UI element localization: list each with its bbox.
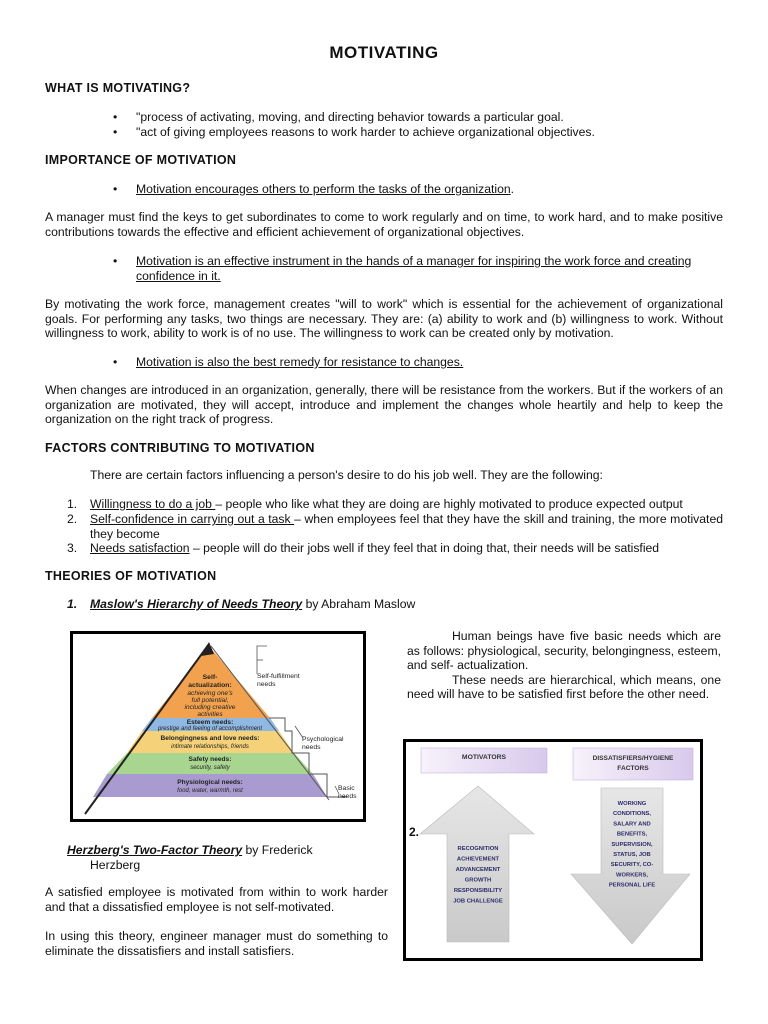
period: .: [510, 182, 515, 196]
item-number: 2.: [67, 512, 78, 526]
side-label: needs: [257, 681, 276, 688]
dissatisfier-item: CONDITIONS,: [612, 811, 652, 818]
item-number: 1.: [67, 497, 78, 511]
bullet-icon: •: [113, 355, 118, 369]
paragraph: By motivating the work force, management creates "will to work" which is essential for the achievement of organizational goals. For performing any tasks, two things are necessary. They are: (a) ability to work and (b) willingness to work. Without willingness to work, ability to work is of no use. The willingness to work can be created only by motivation.: [45, 297, 723, 340]
theory-2-author: by Frederick: [242, 843, 313, 857]
bullet-text: "act of giving employees reasons to work harder to achieve organizational objectives.: [136, 125, 595, 139]
motivators-header: MOTIVATORS: [461, 754, 507, 761]
level-desc: including creative: [184, 704, 236, 711]
dissatisfier-item: BENEFITS,: [616, 831, 648, 838]
motivator-item: ADVANCEMENT: [455, 867, 501, 873]
level-desc: security, safety: [190, 765, 230, 771]
dissatisfiers-header-line-1: DISSATISFIERS/HYGIENE: [592, 755, 674, 762]
motivator-item: RESPONSIBILITY: [453, 888, 503, 894]
dissatisfier-item: PERSONAL LIFE: [608, 882, 656, 889]
up-arrow-icon: [420, 786, 534, 942]
dissatisfier-item: WORKERS,: [616, 872, 648, 879]
theory-1-number: 1.: [67, 597, 78, 611]
herzberg-figure: [403, 739, 703, 961]
herzberg-svg: [406, 742, 700, 958]
paragraph: A manager must find the keys to get subordinates to come to work regularly and on time, to work hard, and to make positive contributions towards the effective and efficient achievement of organizational objectives.: [45, 210, 723, 239]
pyramid-svg: [73, 634, 363, 819]
level-title: Safety needs:: [188, 756, 232, 763]
theory-1-title: Maslow's Hierarchy of Needs Theory: [90, 597, 303, 611]
item-desc: – when employees feel that they have the skill and training, the more motivated they become: [90, 512, 723, 541]
item-term: Willingness to do a job: [90, 497, 216, 511]
theory-2-author-line-2: Herzberg: [90, 858, 141, 872]
level-desc: full potential,: [191, 697, 229, 704]
dissatisfier-item: WORKING: [617, 801, 647, 807]
bullet-icon: •: [113, 125, 118, 139]
side-label: needs: [302, 744, 321, 751]
level-desc: activities: [197, 711, 223, 718]
motivator-item: ACHIEVEMENT: [456, 856, 500, 863]
level-title: Esteem needs:: [186, 719, 234, 726]
level-desc: achieving one's: [187, 690, 233, 697]
maslow-pyramid-figure: [70, 631, 366, 822]
side-label: needs: [338, 793, 357, 800]
theory-1-author: by Abraham Maslow: [302, 597, 416, 611]
page-title: MOTIVATING: [329, 43, 439, 62]
side-label: Basic: [338, 785, 355, 792]
side-label: Psychological: [302, 736, 344, 743]
bullet-text: Motivation encourages others to perform the tasks of the organization: [136, 182, 511, 196]
theory-2-title: Herzberg's Two-Factor Theory: [67, 843, 243, 857]
item-term: Needs satisfaction: [90, 541, 190, 555]
level-title: Belongingness and love needs:: [160, 735, 260, 742]
herzberg-paragraph-2: In using this theory, engineer manager must do something to eliminate the dissatisfiers and install satisfiers.: [45, 929, 388, 958]
motivator-item: JOB CHALLENGE: [453, 898, 503, 905]
level-desc: food, water, warmth, rest: [177, 788, 243, 794]
bullet-icon: •: [113, 110, 118, 124]
bullet-text-line-2: confidence in it.: [136, 268, 221, 283]
paragraph: When changes are introduced in an organization, generally, there will be resistance from the workers. But if the workers of an organization are motivated, they will accept, introduce and implement the changes whole heartily and help to keep the organization on the right track of progress.: [45, 383, 723, 426]
dissatisfiers-header-line-2: FACTORS: [617, 765, 649, 772]
bullet-text: Motivation is also the best remedy for resistance to changes.: [136, 355, 464, 369]
arrow-head-icon: [201, 642, 214, 656]
maslow-paragraph-1: Human beings have five basic needs which are as follows: physiological, security, belongingness, esteem, and self- actualization.: [407, 629, 721, 672]
dissatisfier-item: STATUS, JOB: [613, 852, 651, 858]
item-desc: – people who like what they are doing are highly motivated to produce expected output: [215, 497, 683, 511]
dissatisfiers-header-box: [573, 748, 693, 780]
level-title: actualization:: [188, 682, 232, 689]
level-title: Self-: [202, 674, 218, 681]
dissatisfier-item: SECURITY, CO-: [610, 862, 654, 869]
level-desc: intimate relationships, friends: [171, 744, 249, 750]
motivator-item: RECOGNITION: [457, 846, 499, 852]
motivator-item: GROWTH: [464, 877, 492, 884]
maslow-paragraph-2: These needs are hierarchical, which means, one need will have to be satisfied first before the other need.: [407, 672, 721, 701]
intro-text: There are certain factors influencing a person's desire to do his job well. They are the following:: [90, 468, 603, 482]
item-term: Self-confidence in carrying out a task: [90, 512, 295, 526]
side-label: Self-fulfillment: [257, 673, 300, 680]
item-number: 3.: [67, 541, 78, 555]
heading-theories: THEORIES OF MOTIVATION: [45, 569, 217, 583]
dissatisfier-item: SALARY AND: [613, 821, 651, 828]
level-title: Physiological needs:: [177, 779, 243, 786]
heading-importance: IMPORTANCE OF MOTIVATION: [45, 153, 237, 167]
level-desc: prestige and feeling of accomplishment: [157, 726, 263, 732]
dissatisfier-item: SUPERVISION,: [611, 841, 653, 848]
bullet-text: "process of activating, moving, and directing behavior towards a particular goal.: [136, 110, 564, 124]
herzberg-paragraph-1: A satisfied employee is motivated from within to work harder and that a dissatisfied employee is not self-motivated.: [45, 885, 388, 914]
bullet-text-line-1: Motivation is an effective instrument in the hands of a manager for inspiring the work force and creating: [136, 254, 692, 268]
bullet-icon: •: [113, 254, 118, 268]
heading-what-is-motivating: WHAT IS MOTIVATING?: [45, 81, 191, 95]
figure-number-2: 2.: [409, 825, 420, 839]
item-desc: – people will do their jobs well if they feel that in doing that, their needs will be satisfied: [189, 541, 660, 555]
bullet-icon: •: [113, 182, 118, 196]
heading-factors: FACTORS CONTRIBUTING TO MOTIVATION: [45, 441, 315, 455]
